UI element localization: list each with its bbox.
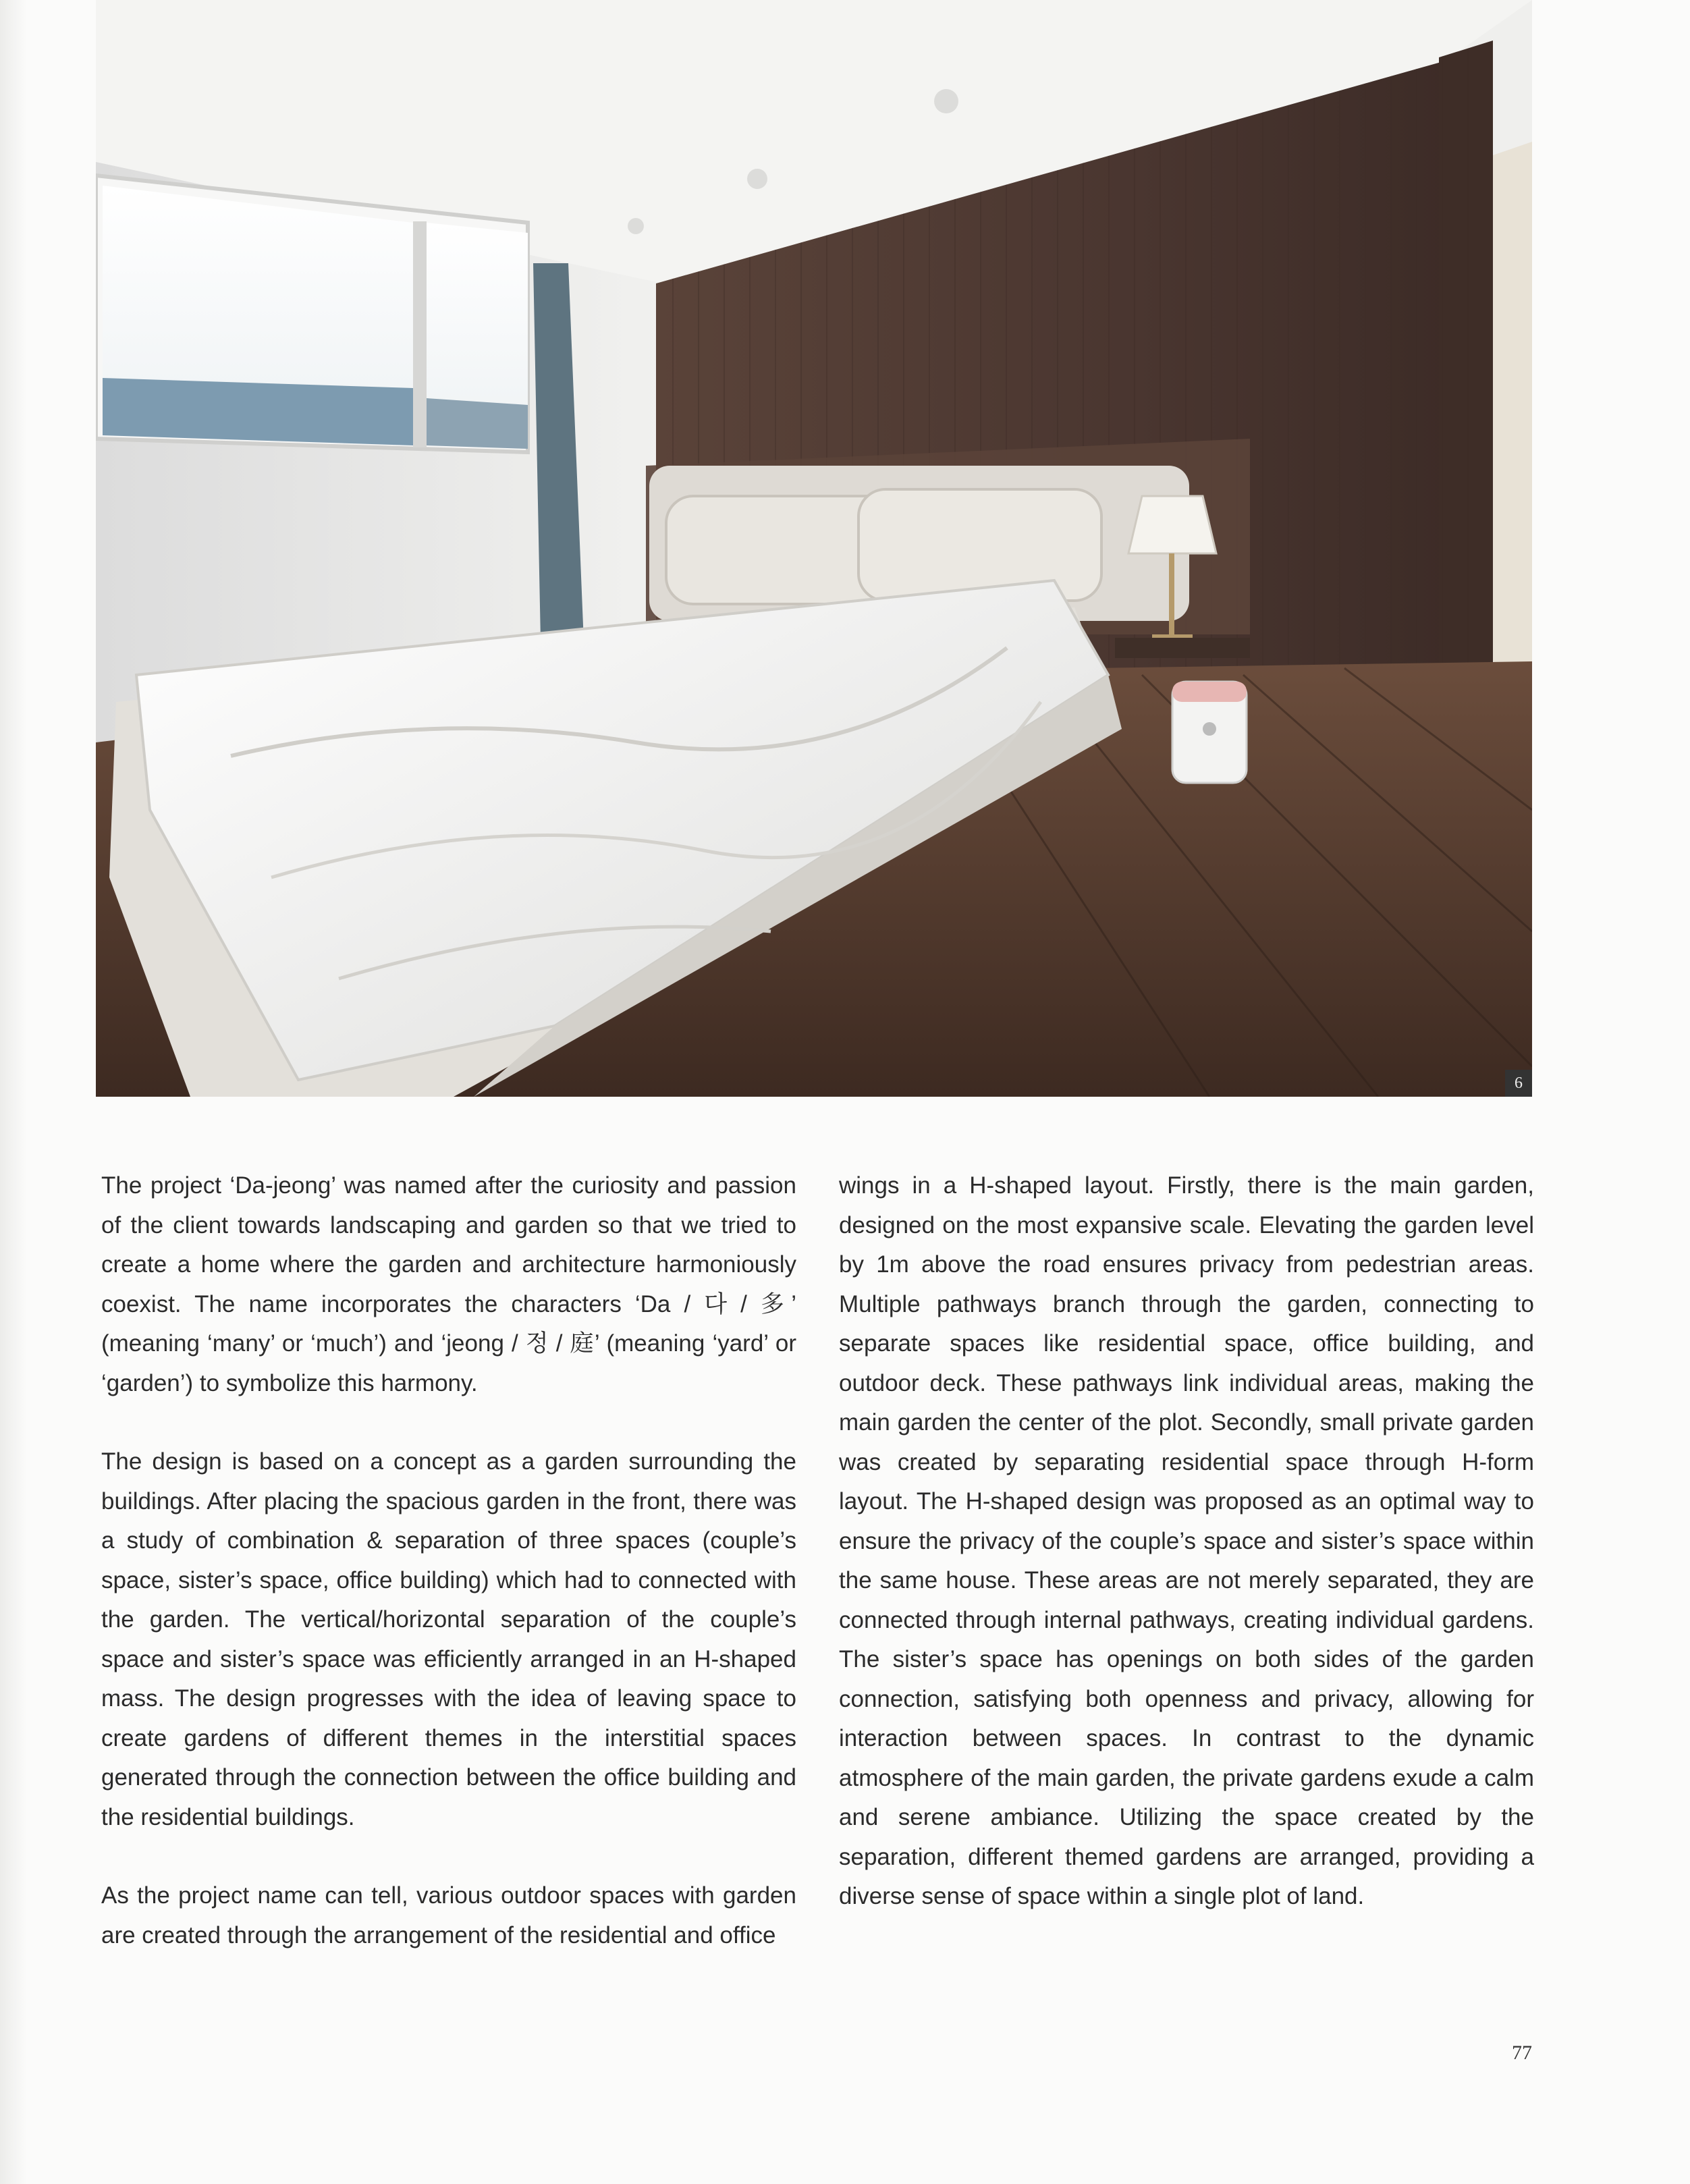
paragraph: As the project name can tell, various outdoor spaces with garden are created through the arrangement of the residential and office: [101, 1882, 796, 1948]
paragraph: The project ‘Da-jeong’ was named after the curiosity and passion of the client towards landscaping and garden so that we tried to create a home where the garden and architecture harmoniously coexist. The name incorporates the characters ‘Da / 다 / 多’ (meaning ‘many’ or ‘much’) and ‘jeong / 정 / 庭’ (meaning ‘yard’ or ‘garden’) to symbolize this harmony.: [101, 1172, 796, 1396]
page-gutter-shadow: [0, 0, 27, 2184]
humidifier: [1172, 682, 1247, 783]
bedroom-illustration: [96, 0, 1532, 1097]
page-number: 77: [1512, 2042, 1532, 2064]
text-column-right: [839, 1166, 1534, 1917]
window: [96, 175, 528, 452]
photo-number-badge: 6: [1505, 1070, 1532, 1097]
paragraph: wings in a H-shaped layout. Firstly, there is the main garden, designed on the most expansive scale. Elevating the garden level by 1m above the road ensures privacy from pedestrian areas. Multiple pathways branch through the garden, connecting to separate spaces like residential space, office building, and outdoor deck. These pathways link individual areas, making the main garden the center of the plot. Secondly, small private garden was created by separating residential space through H-form layout. The H-shaped design was proposed as an optimal way to ensure the privacy of the couple’s space and sister’s space within the same house. These areas are not merely separated, they are connected through internal pathways, creating individual gardens. The sister’s space has openings on both sides of the garden connection, satisfying both openness and privacy, allowing for interaction between spaces. In contrast to the dynamic atmosphere of the main garden, the private gardens exude a calm and serene ambiance. Utilizing the space created by the separation, different themed gardens are arranged, providing a diverse sense of space within a single plot of land.: [839, 1172, 1534, 1909]
bedroom-photo: [96, 0, 1532, 1097]
doorway: [1493, 142, 1532, 675]
paragraph: The design is based on a concept as a garden surrounding the buildings. After placing the spacious garden in the front, there was a study of combination & separation of three spaces (couple’s space, sister’s space, office building) which had to connected with the garden. The vertical/horizontal separation of the couple’s space and sister’s space was efficiently arranged in an H-shaped mass. The design progresses with the idea of leaving space to create gardens of different themes in the interstitial spaces generated through the connection between the office building and the residential buildings.: [101, 1448, 796, 1830]
text-column-left: [101, 1166, 796, 1955]
nightstand-shelf: [1115, 638, 1250, 658]
